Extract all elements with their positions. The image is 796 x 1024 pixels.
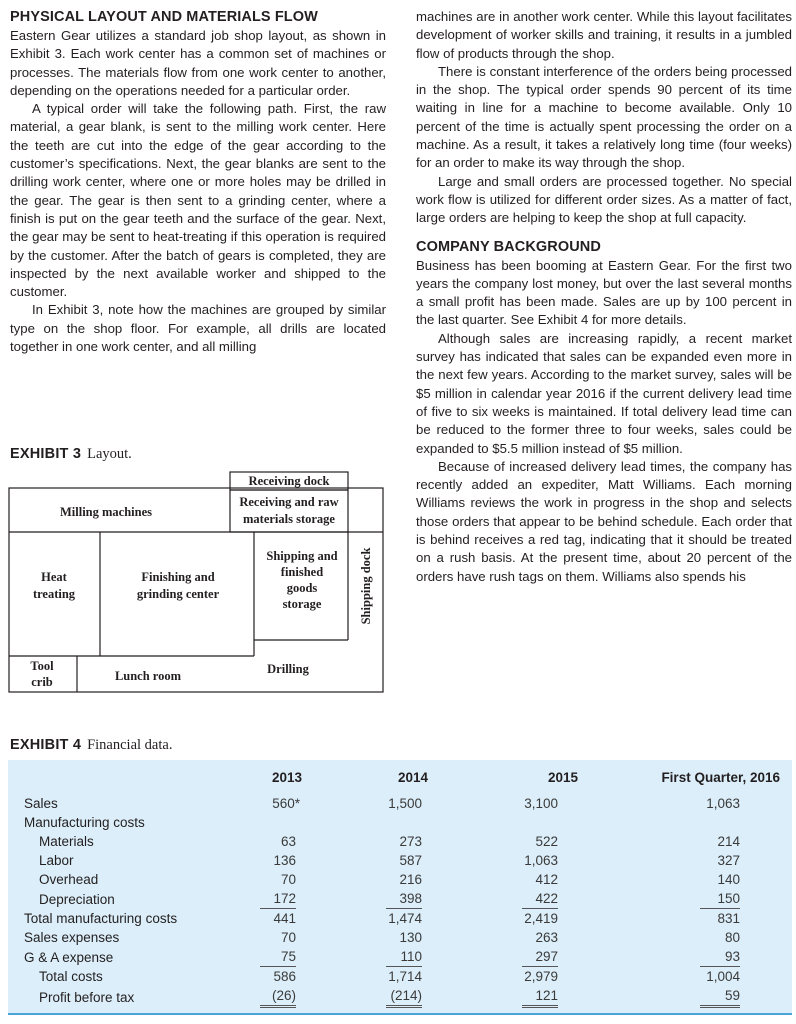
column-header: 2013 [271, 769, 302, 785]
exhibit4-label: EXHIBIT 4 [10, 737, 82, 753]
cell-container [578, 947, 792, 967]
table-cell: 273 [399, 834, 422, 849]
financial-table-body [8, 794, 792, 1008]
table-cell: 422 [522, 889, 558, 909]
cell-container [238, 986, 302, 1008]
table-row [8, 851, 792, 870]
table-cell: 560* [272, 796, 300, 811]
cell-container [428, 851, 578, 870]
table-cell: 150 [700, 889, 740, 909]
table-cell: 1,004 [706, 969, 740, 984]
table-row [8, 832, 792, 851]
cell-container [238, 947, 302, 967]
cell-container [302, 909, 428, 928]
table-cell: (214) [386, 986, 422, 1008]
cell-container [578, 928, 792, 947]
table-cell: 3,100 [524, 796, 558, 811]
table-row [8, 909, 792, 928]
table-cell: 1,714 [388, 969, 422, 984]
paragraph: Large and small orders are processed together. No special work flow is utilized for different order sizes. As a matter of fact, large orders are helping to keep the shop at full capacity. [416, 173, 792, 226]
right-column [416, 8, 792, 586]
cell-container [238, 813, 302, 832]
table-cell: 136 [273, 853, 296, 868]
cell-container [428, 928, 578, 947]
table-cell: 130 [399, 930, 422, 945]
table-cell: 522 [535, 834, 558, 849]
table-row [8, 870, 792, 889]
cell-container [428, 813, 578, 832]
exhibit3-title: Layout. [87, 446, 132, 462]
cell-container [238, 967, 302, 986]
cell-container [428, 832, 578, 851]
cell-container [302, 794, 428, 813]
cell-container [238, 832, 302, 851]
table-cell: 75 [260, 947, 296, 967]
table-cell: 327 [717, 853, 740, 868]
table-row [8, 986, 792, 1008]
table-cell: (26) [260, 986, 296, 1008]
table-cell: 297 [522, 947, 558, 967]
table-row [8, 928, 792, 947]
cell-container [428, 986, 578, 1008]
receiving-dock-label: Receiving dock [248, 474, 330, 488]
table-row [8, 794, 792, 813]
paragraph: Although sales are increasing rapidly, a recent market survey has indicated that sales can be expanded even more in the next few years. According to the market survey, sales will be $5 million in calendar year 2016 if the current delivery lead time of five to six weeks is maintained. If total delivery lead time can be reduced to the former three to four weeks, sales could be expanded to $5.5 million instead of $5 million. [416, 330, 792, 456]
cell-container [238, 889, 302, 909]
cell-container [578, 909, 792, 928]
layout-diagram [8, 470, 386, 694]
row-label: Profit before tax [39, 989, 135, 1005]
cell-container [428, 947, 578, 967]
table-cell: 110 [386, 947, 422, 967]
cell-container [578, 986, 792, 1008]
table-cell: 1,063 [706, 796, 740, 811]
table-cell: 398 [386, 889, 422, 909]
paragraph: Business has been booming at Eastern Gear. For the first two years the company lost money, but over the last several months a small profit has been made. Sales are up by 100 percent in the last quarter. See Exhibit 4 for more details. [416, 257, 792, 328]
table-cell: 214 [717, 834, 740, 849]
table-cell: 121 [522, 986, 558, 1008]
paragraph: A typical order will take the following path. First, the raw material, a gear blank, is sent to the milling work center. Here the teeth are cut into the edge of the gear according to the customer’s specifications. Next, the gear blanks are sent to the drilling work center, where one or more holes may be drilled in the gear. The gear is then sent to a grinding center, where a finish is put on the gear teeth and the surface of the gear. Next, the gear may be sent to heat-treating if this operation is required by the customer. After the batch of gears is completed, they are inspected by the next available worker and shipped to the customer. [10, 101, 386, 300]
table-cell: 216 [399, 872, 422, 887]
cell-container [578, 870, 792, 889]
table-cell: 80 [724, 930, 740, 945]
table-cell: 1,500 [388, 796, 422, 811]
cell-container [578, 813, 792, 832]
milling-area-label: Milling machines [59, 505, 153, 519]
table-cell: 63 [280, 834, 296, 849]
cell-container [302, 928, 428, 947]
cell-container [238, 909, 302, 928]
row-label: Overhead [39, 872, 99, 887]
panel-bottom-rule [8, 1013, 792, 1015]
cell-container [428, 889, 578, 909]
row-label: G & A expense [24, 949, 114, 965]
row-label: Labor [39, 853, 74, 868]
shipping-dock-label: Shipping dock [359, 547, 373, 625]
table-row [8, 967, 792, 986]
exhibit3-label: EXHIBIT 3 [10, 446, 82, 462]
table-cell: 587 [399, 853, 422, 868]
exhibit4-title: Financial data. [87, 737, 173, 753]
table-row [8, 889, 792, 909]
cell-container [428, 794, 578, 813]
cell-container [302, 813, 428, 832]
left-column [10, 8, 386, 356]
table-cell: 586 [273, 969, 296, 984]
cell-container [238, 794, 302, 813]
cell-container [578, 967, 792, 986]
exhibit4-caption [10, 737, 172, 754]
table-cell: 412 [535, 872, 558, 887]
lunch-room-label: Lunch room [114, 669, 182, 683]
shipping-storage-label-2: finished [280, 565, 324, 579]
drilling-label: Drilling [267, 662, 309, 676]
table-row [8, 947, 792, 967]
section-heading-background: COMPANY BACKGROUND [416, 238, 601, 255]
finishing-label-1: Finishing and [141, 570, 215, 584]
table-row [8, 813, 792, 832]
row-label: Depreciation [39, 891, 115, 907]
heat-treating-label-1: Heat [41, 570, 67, 584]
table-cell: 59 [700, 986, 740, 1008]
row-label: Materials [39, 834, 94, 849]
table-header-row [8, 760, 792, 794]
cell-container [302, 870, 428, 889]
cell-container [238, 851, 302, 870]
row-label: Sales expenses [24, 930, 120, 945]
receiving-storage-label-2: materials storage [243, 512, 335, 526]
table-cell: 1,474 [388, 911, 422, 926]
cell-container [428, 870, 578, 889]
table-cell: 2,419 [524, 911, 558, 926]
cell-container [238, 928, 302, 947]
table-cell: 70 [280, 872, 296, 887]
cell-container [302, 889, 428, 909]
column-header: 2015 [547, 769, 578, 785]
shipping-storage-label-3: goods [286, 581, 318, 595]
column-header: 2014 [397, 769, 428, 785]
cell-container [302, 967, 428, 986]
cell-container [302, 832, 428, 851]
header-blank [8, 760, 238, 794]
tool-crib-label-1: Tool [30, 659, 54, 673]
paragraph: In Exhibit 3, note how the machines are grouped by similar type on the shop floor. For example, all drills are located together in one work center, and all milling [10, 302, 386, 355]
cell-container [578, 889, 792, 909]
table-cell: 70 [280, 930, 296, 945]
receiving-storage-label-1: Receiving and raw [239, 495, 339, 509]
paragraph: Eastern Gear utilizes a standard job shop layout, as shown in Exhibit 3. Each work center has a common set of machines or processes. The materials flow from one work center to another, depending on the operations needed for a particular order. [10, 28, 386, 98]
table-cell: 172 [260, 889, 296, 909]
row-label: Manufacturing costs [24, 815, 145, 830]
table-cell: 140 [717, 872, 740, 887]
row-label: Total costs [39, 969, 103, 984]
table-cell: 441 [273, 911, 296, 926]
row-label: Sales [24, 796, 58, 811]
cell-container [578, 832, 792, 851]
table-cell: 1,063 [524, 853, 558, 868]
shipping-storage-label-4: storage [282, 597, 322, 611]
cell-container [302, 851, 428, 870]
financial-table [8, 760, 792, 1008]
row-label: Total manufacturing costs [24, 911, 178, 926]
finishing-label-2: grinding center [136, 587, 220, 601]
table-cell: 263 [535, 930, 558, 945]
table-cell: 93 [700, 947, 740, 967]
paragraph: There is constant interference of the orders being processed in the shop. The typical order spends 90 percent of its time waiting in line for a machine to become available. Only 10 percent of the time is actually spent processing the order on a machine. As a result, it takes a relatively long time (four weeks) for an order to make its way through the shop. [416, 63, 792, 171]
heat-treating-label-2: treating [32, 587, 76, 601]
cell-container [428, 967, 578, 986]
cell-container [302, 986, 428, 1008]
cell-container [428, 909, 578, 928]
cell-container [578, 851, 792, 870]
exhibit3-caption [10, 446, 132, 463]
section-heading-layout: PHYSICAL LAYOUT AND MATERIALS FLOW [10, 9, 318, 25]
column-header: First Quarter, 2016 [661, 769, 780, 785]
tool-crib-label-2: crib [31, 675, 53, 689]
paragraph: machines are in another work center. While this layout facilitates development of worker skills and training, it results in a jumbled flow of products through the shop. [416, 9, 792, 61]
cell-container [302, 947, 428, 967]
table-cell: 831 [717, 911, 740, 926]
shipping-storage-label-1: Shipping and [266, 549, 338, 563]
table-cell: 2,979 [524, 969, 558, 984]
cell-container [238, 870, 302, 889]
paragraph: Because of increased delivery lead times, the company has recently added an expediter, Matt Williams. Each morning Williams reviews the work in progress in the shop and selects those orders that appear to be behind schedule. Each order that is behind receives a red tag, indicating that it should be treated on a rush basis. At the present time, about 20 percent of the orders have rush tags on them. Williams also spends his [416, 458, 792, 584]
cell-container [578, 794, 792, 813]
